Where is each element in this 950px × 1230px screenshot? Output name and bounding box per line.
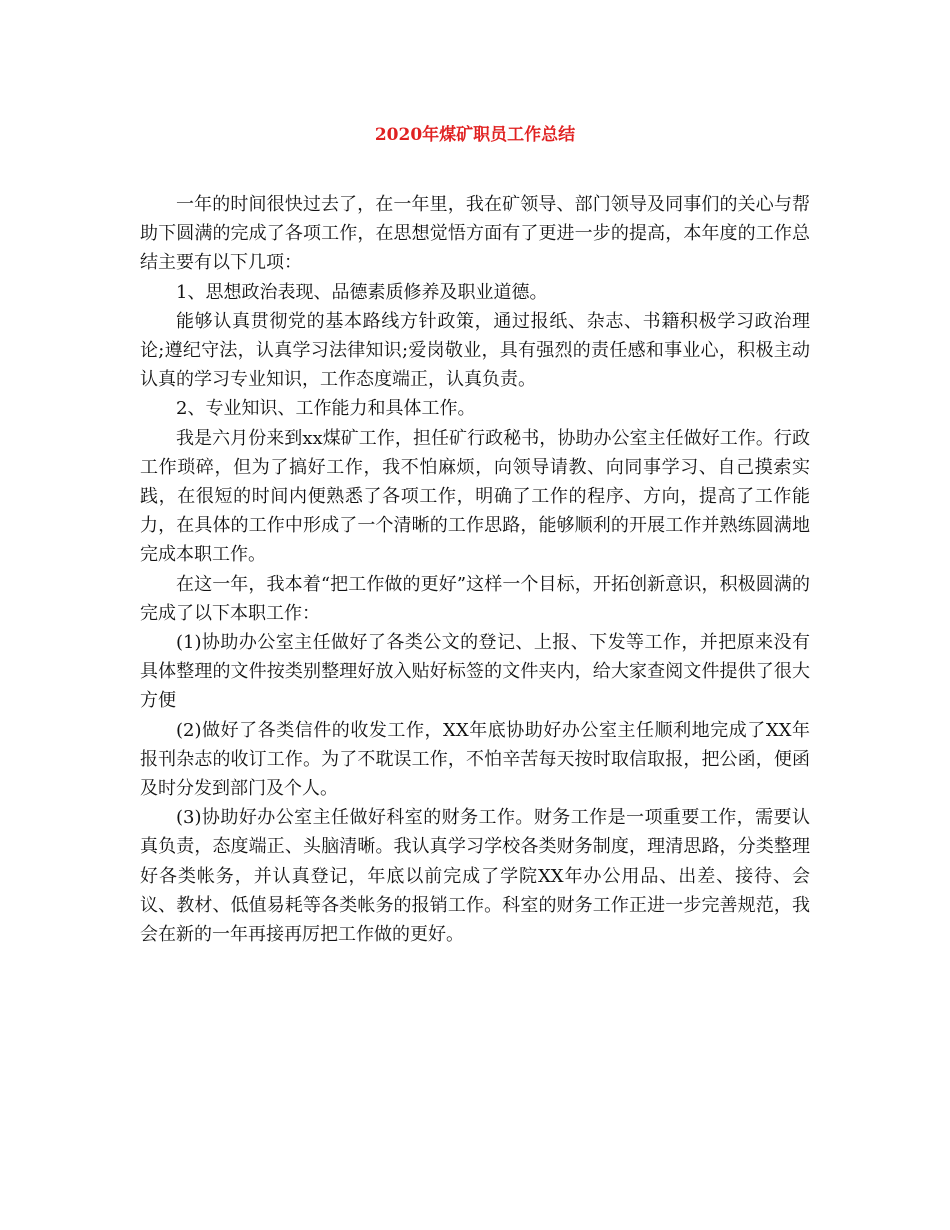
list-item-2: (2)做好了各类信件的收发工作，XX年底协助好办公室主任顺利地完成了XX年报刊杂志的收订工作。为了不耽误工作，不怕辛苦每天按时取信取报，把公函，便函及时分发到部门及个人。	[140, 719, 810, 800]
document-title: 2020年煤矿职员工作总结	[374, 125, 576, 145]
section-heading-2: 2、专业知识、工作能力和具体工作。	[176, 398, 476, 420]
paragraph-politics: 能够认真贯彻党的基本路线方针政策，通过报纸、杂志、书籍积极学习政治理论;遵纪守法，认真学习法律知识;爱岗敬业，具有强烈的责任感和事业心，积极主动认真的学习专业知识，工作态度端正，认真负责。	[140, 310, 810, 391]
paragraph-intro: 一年的时间很快过去了，在一年里，我在矿领导、部门领导及同事们的关心与帮助下圆满的完成了各项工作，在思想觉悟方面有了更进一步的提高，本年度的工作总结主要有以下几项：	[140, 194, 810, 274]
paragraph-goal: 在这一年，我本着“把工作做的更好”这样一个目标，开拓创新意识，积极圆满的完成了以下本职工作：	[140, 573, 810, 624]
document-body	[140, 190, 810, 949]
list-item-1: (1)协助办公室主任做好了各类公文的登记、上报、下发等工作，并把原来没有具体整理的文件按类别整理好放入贴好标签的文件夹内，给大家查阅文件提供了很大方便	[140, 632, 810, 712]
section-heading-1: 1、思想政治表现、品德素质修养及职业道德。	[176, 281, 548, 303]
paragraph-work-ability: 我是六月份来到xx煤矿工作，担任矿行政秘书，协助办公室主任做好工作。行政工作琐碎，但为了搞好工作，我不怕麻烦，向领导请教、向同事学习、自己摸索实践，在很短的时间内便熟悉了各项工作，明确了工作的程序、方向，提高了工作能力，在具体的工作中形成了一个清晰的工作思路，能够顺利的开展工作并熟练圆满地完成本职工作。	[140, 427, 810, 566]
list-item-3: (3)协助好办公室主任做好科室的财务工作。财务工作是一项重要工作，需要认真负责，态度端正、头脑清晰。我认真学习学校各类财务制度，理清思路，分类整理好各类帐务，并认真登记，年底以前完成了学院XX年办公用品、出差、接待、会议、教材、低值易耗等各类帐务的报销工作。科室的财务工作正进一步完善规范，我会在新的一年再接再厉把工作做的更好。	[140, 807, 810, 946]
